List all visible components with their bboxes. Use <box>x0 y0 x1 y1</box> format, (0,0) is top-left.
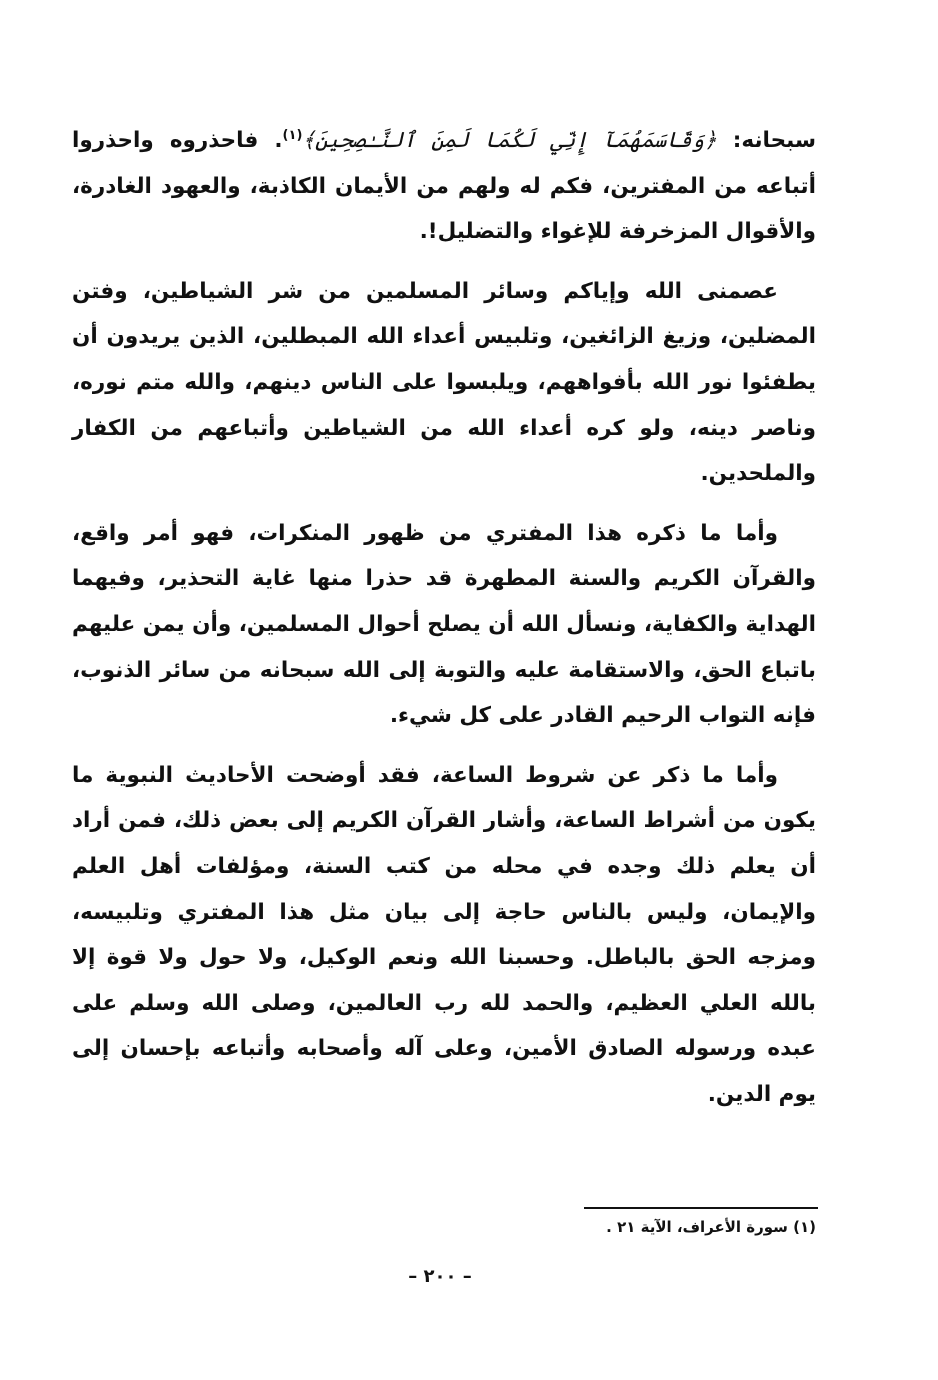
paragraph-1 <box>72 118 816 255</box>
page-number: – ٢٠٠ – <box>408 1266 472 1287</box>
paragraph-2: عصمنى الله وإياكم وسائر المسلمين من شر الشياطين، وفتن المضلين، وزيغ الزائغين، وتلبيس أعداء الله المبطلين، الذين يريدون أن يطفئوا نور الله بأفواههم، ويلبسوا على الناس دينهم، والله متم نوره، وناصر دينه، ولو كره أعداء الله من الشياطين وأتباعهم من الكفار والملحدين. <box>72 278 816 487</box>
footnote-text: (١) سورة الأعراف، الآية ٢١ . <box>606 1218 816 1236</box>
main-text <box>72 118 816 1131</box>
paragraph-1-rest: . فاحذروه واحذروا أتباعه من المفترين، فكم له ولهم من الأيمان الكاذبة، والعهود الغادرة، والأقوال المزخرفة للإغواء والتضليل!. <box>72 128 816 245</box>
paragraph-1-lead: سبحانه: <box>716 128 817 153</box>
quran-verse: ﴿وَقَاسَمَهُمَآ إِنِّي لَكُمَا لَمِنَ ٱلنَّـٰصِحِينَ﴾ <box>302 128 717 153</box>
footnote-divider <box>584 1207 818 1209</box>
paragraph-4: وأما ما ذكر عن شروط الساعة، فقد أوضحت الأحاديث النبوية ما يكون من أشراط الساعة، وأشار القرآن الكريم إلى بعض ذلك، فمن أراد أن يعلم ذلك وجده في محله من كتب السنة، ومؤلفات أهل العلم والإيمان، وليس بالناس حاجة إلى بيان مثل هذا المفتري وتلبيسه، ومزجه الحق بالباطل. وحسبنا الله ونعم الوكيل، ولا حول ولا قوة إلا بالله العلي العظيم، والحمد لله رب العالمين، وصلى الله وسلم على عبده ورسوله الصادق الأمين، وعلى آله وأصحابه وأتباعه بإحسان إلى يوم الدين. <box>72 762 816 1107</box>
paragraph-3: وأما ما ذكره هذا المفتري من ظهور المنكرات، فهو أمر واقع، والقرآن الكريم والسنة المطهرة قد حذرا منها غاية التحذير، وفيهما الهداية والكفاية، ونسأل الله أن يصلح أحوال المسلمين، وأن يمن عليهم باتباع الحق، والاستقامة عليه والتوبة إلى الله سبحانه من سائر الذنوب، فإنه التواب الرحيم القادر على كل شيء. <box>72 520 816 729</box>
footnote-reference: (١) <box>282 127 303 143</box>
